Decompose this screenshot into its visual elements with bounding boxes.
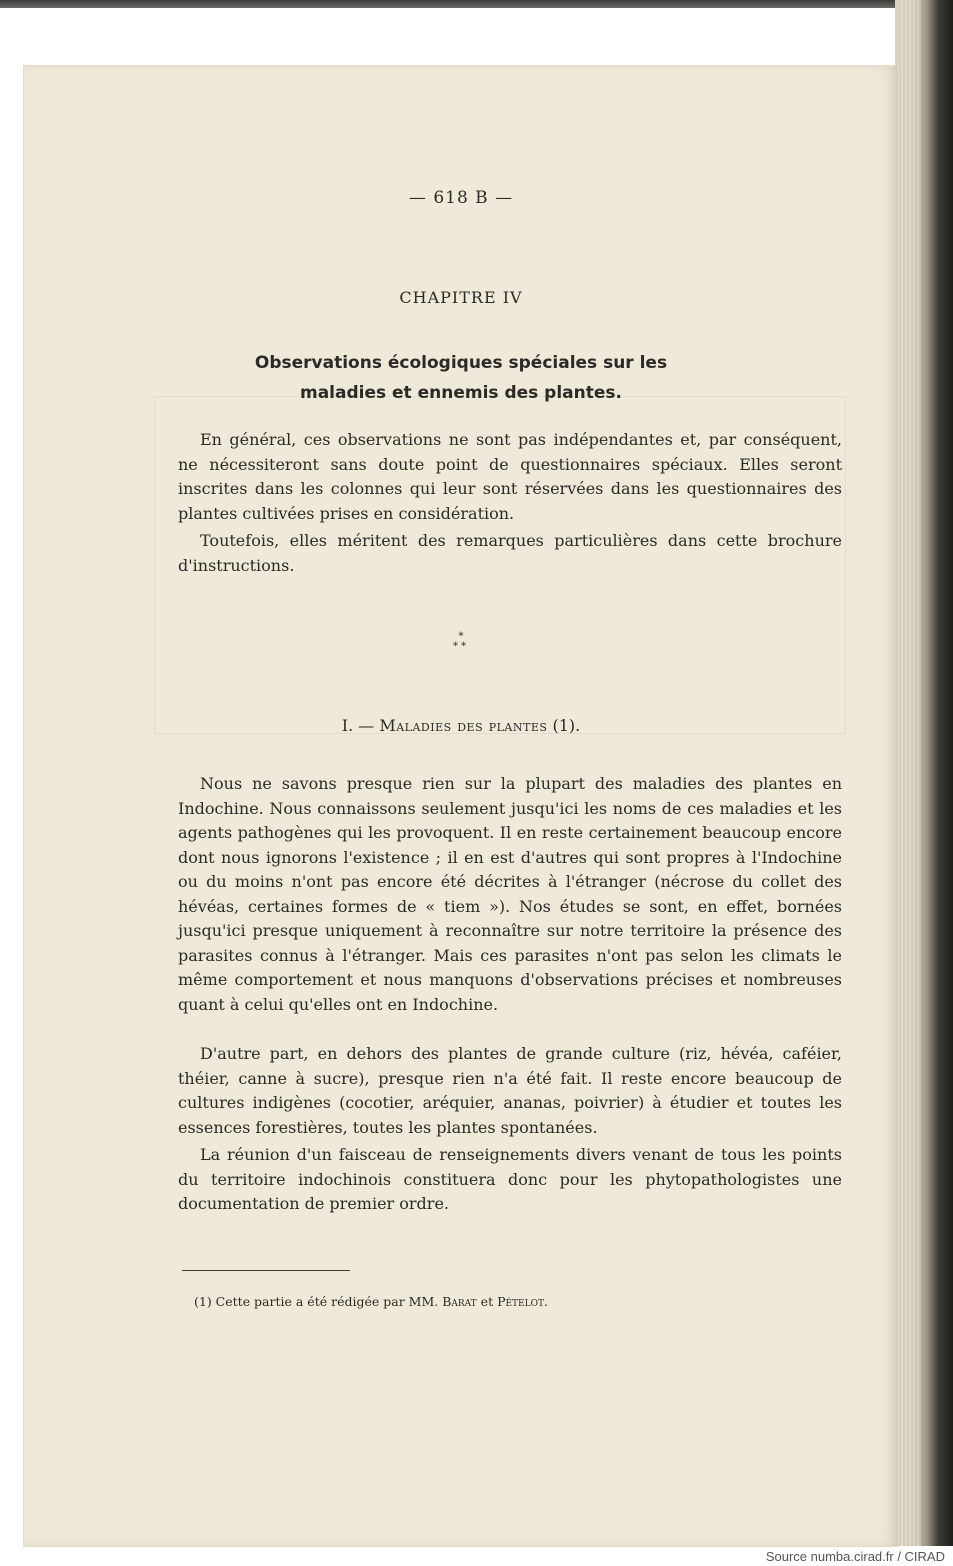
scan-top-edge <box>0 0 953 8</box>
main-paragraph-2: D'autre part, en dehors des plantes de grande culture (riz, hévéa, caféier, théier, canne à sucre), presque rien n'a été fait. Il reste encore beaucoup de cultures indigènes (cocotier, aréquier, ananas, poivrier) à étudier et toutes les essences forestières, toutes les plantes spontanées. <box>178 1044 842 1137</box>
asterism-bottom: ** <box>453 641 469 652</box>
section-heading-line-1: Observations écologiques spéciales sur les <box>254 353 668 373</box>
source-credit: Source numba.cirad.fr / CIRAD <box>765 1549 945 1564</box>
footnote-and: et <box>480 1294 494 1309</box>
asterism-separator <box>24 632 898 652</box>
page-stack <box>901 0 921 1546</box>
main-paragraph-3: La réunion d'un faisceau de renseignements divers venant de tous les points du territoire indochinois constituera donc pour les phytopathologistes une documentation de premier ordre. <box>178 1145 842 1213</box>
subsection-number: I. — <box>341 716 375 735</box>
asterism-top: * <box>458 631 464 642</box>
intro-paragraph-2: Toutefois, elles méritent des remarques particulières dans cette brochure d'instructions. <box>178 531 842 575</box>
section-heading <box>24 348 898 408</box>
subsection-heading <box>24 716 898 735</box>
footnote-author-2: Pételot. <box>497 1294 548 1309</box>
subsection-title: Maladies des plantes <box>379 716 548 735</box>
footnote-rule <box>182 1270 350 1271</box>
footnote-author-1: Barat <box>442 1294 477 1309</box>
book-binding-edge <box>895 0 953 1546</box>
intro-paragraph-1: En général, ces observations ne sont pas indépendantes et, par conséquent, ne nécessiteront sans doute point de questionnaires spéciaux. Elles seront inscrites dans les colonnes qui leur sont réservées dans les questionnaires des plantes cultivées prises en considération. <box>178 430 842 523</box>
page-number: — 618 B — <box>408 188 514 208</box>
chapter-title: CHAPITRE IV <box>399 288 523 307</box>
section-heading-line-2: maladies et ennemis des plantes. <box>299 383 622 403</box>
footnote <box>194 1294 548 1309</box>
document-page <box>24 66 898 1546</box>
subsection-footnote-ref: (1). <box>552 716 581 735</box>
footnote-prefix: (1) Cette partie a été rédigée par MM. <box>194 1294 439 1309</box>
main-paragraph-1: Nous ne savons presque rien sur la plupart des maladies des plantes en Indochine. Nous connaissons seulement jusqu'ici les noms de ces maladies et les agents pathogènes qui les provoquent. Il en reste certainement beaucoup encore dont nous ignorons l'existence ; il en est d'autres qui sont propres à l'Indochine ou du moins n'ont pas encore été décrites à l'étranger (nécrose du collet des hévéas, certaines formes de « tiem »). Nos études se sont, en effet, bornées jusqu'ici presque uniquement à reconnaître sur notre territoire la présence des parasites connus à l'étranger. Mais ces parasites n'ont pas selon les climats le même comportement et nous manquons d'observations précises et nombreuses quant à celui qu'elles ont en Indochine. <box>178 774 842 1014</box>
